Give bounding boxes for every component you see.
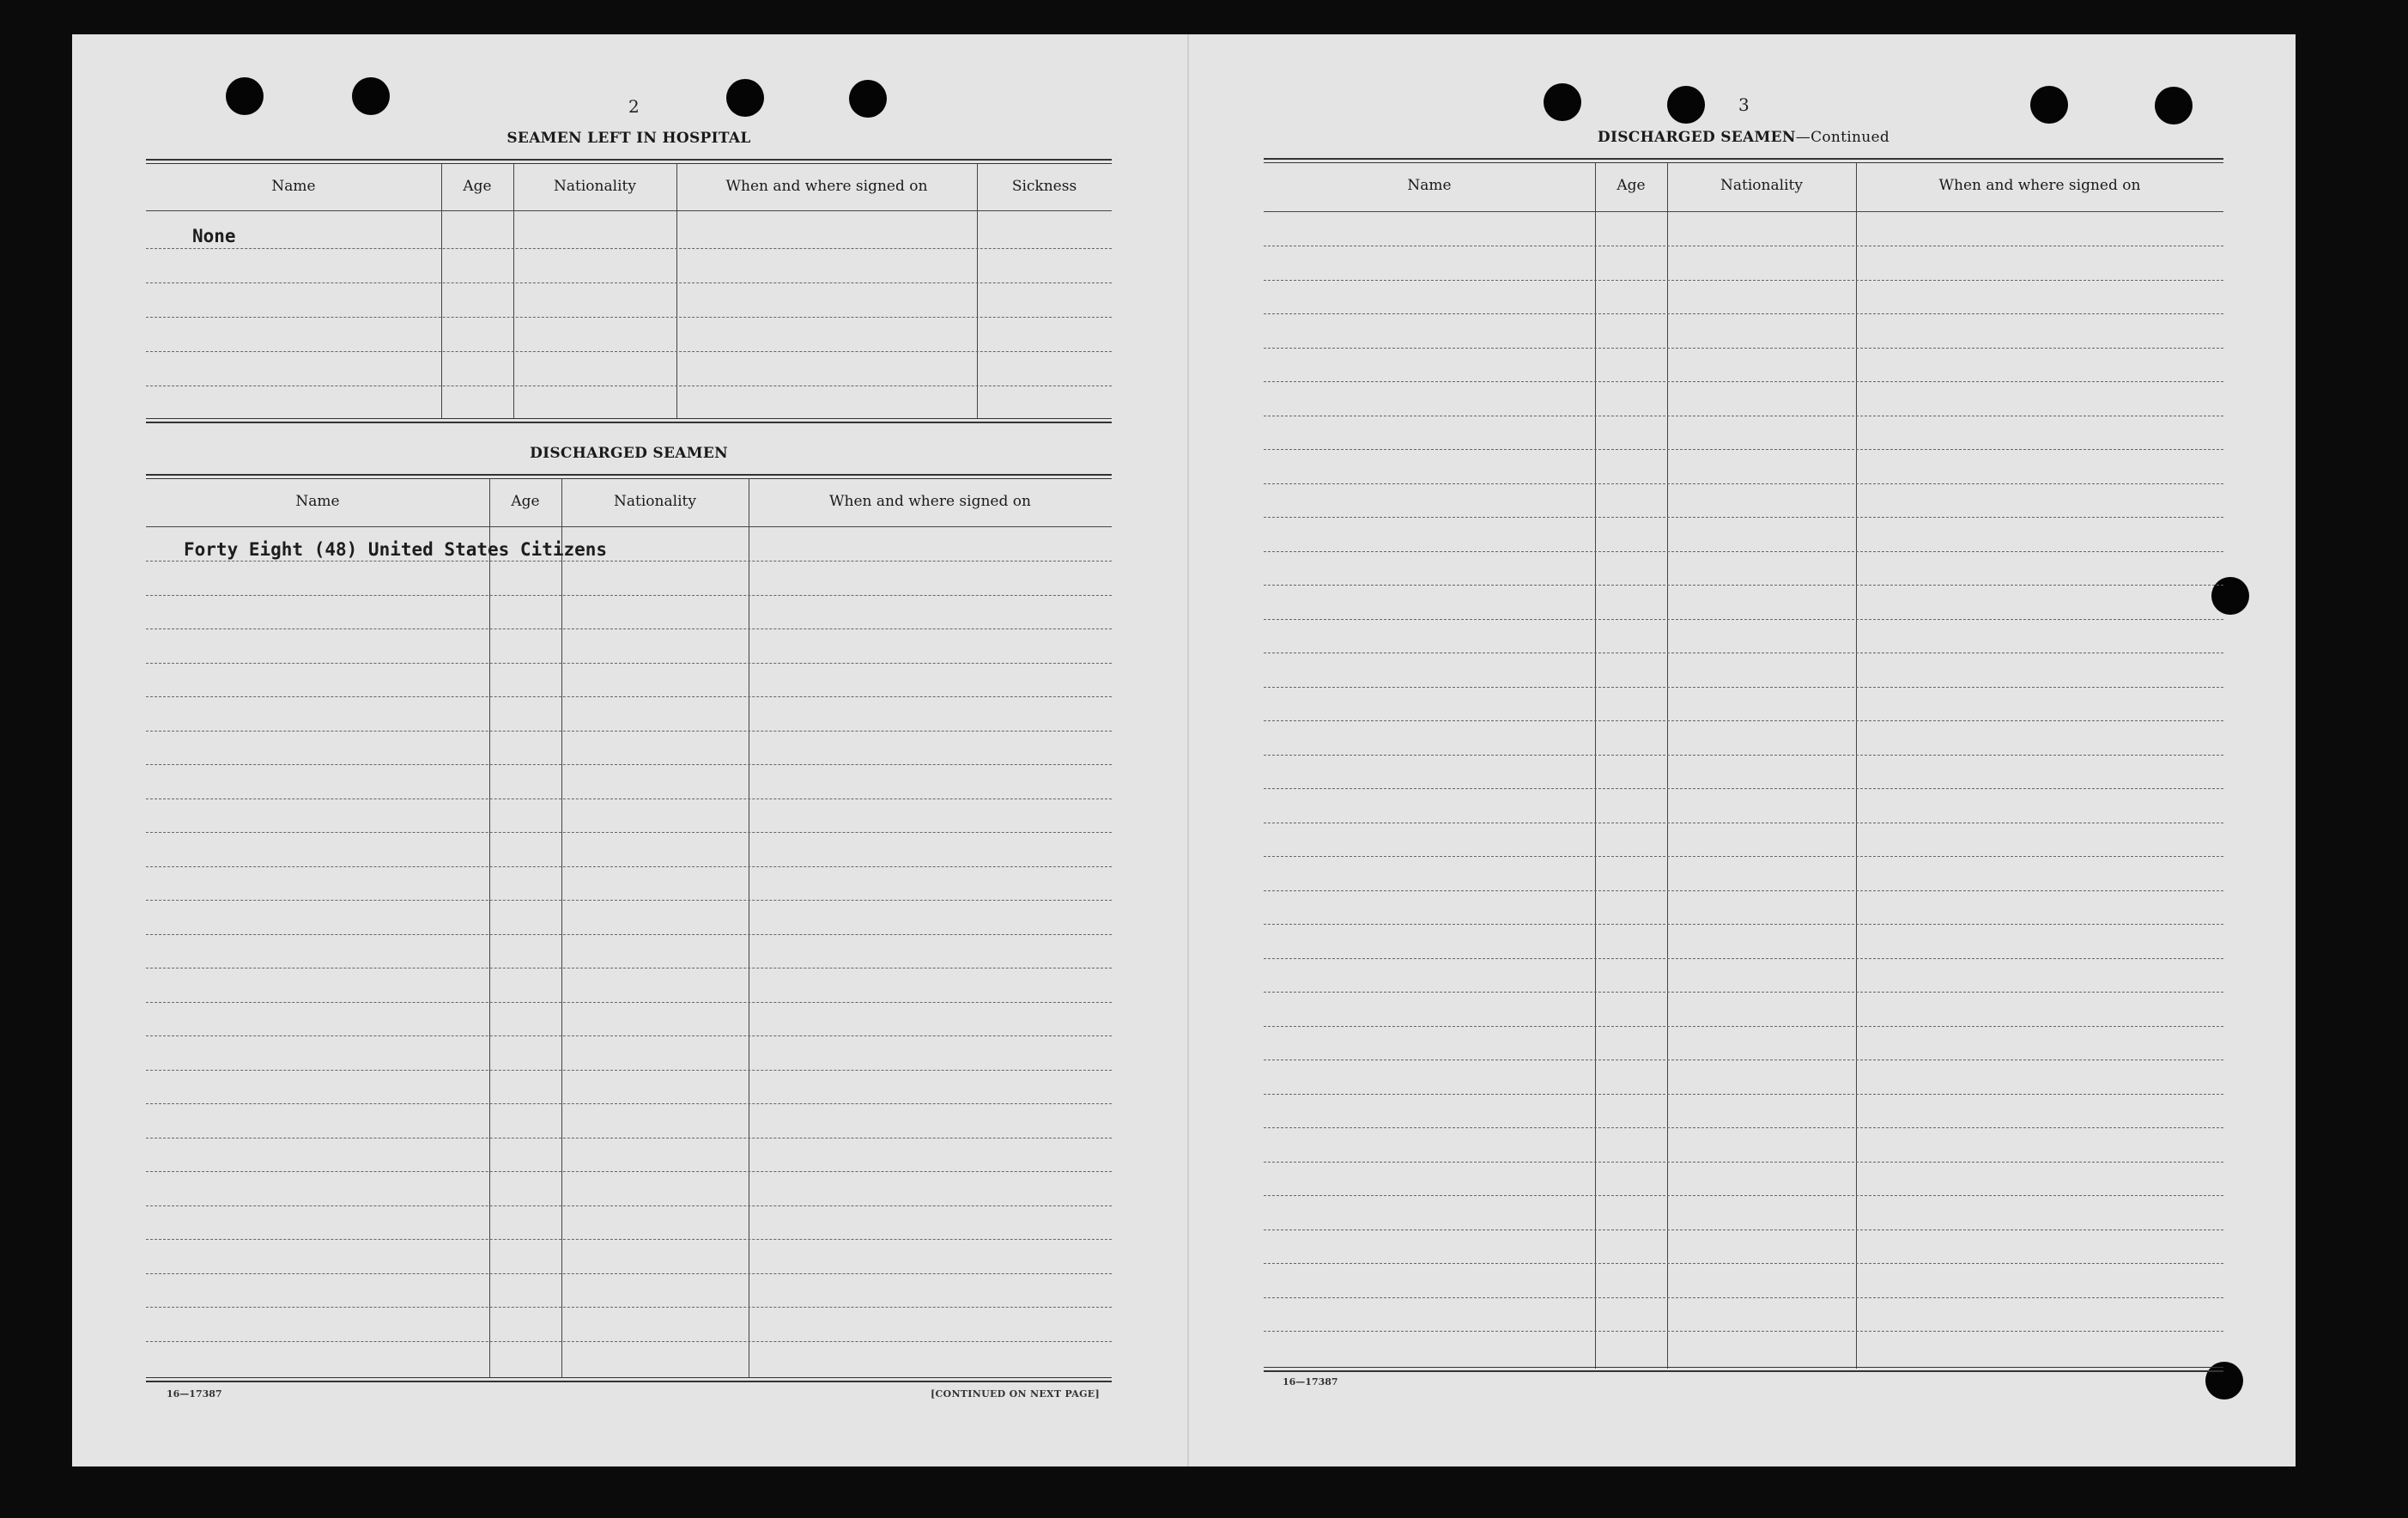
row-line [146,832,1112,833]
row-line [146,1307,1112,1308]
right-form-number: 16—17387 [1283,1376,1338,1387]
row-line [1264,313,2223,314]
table-bottom-rule [1264,1367,2223,1372]
row-line [1264,856,2223,857]
punch-hole [2155,87,2193,124]
col-header-nationality: Nationality [614,493,696,510]
row-line [146,1002,1112,1003]
col-header-name: Name [295,493,340,510]
punch-hole [352,77,390,115]
discharged-entry: Forty Eight (48) United States Citizens [184,539,608,560]
punch-hole [1667,86,1705,124]
row-line [146,696,1112,697]
col-header-signed-on: When and where signed on [1938,177,2141,194]
column-divider [561,479,562,1377]
row-line [146,595,1112,596]
table-bottom-rule [146,1377,1112,1382]
table-top-rule [146,159,1112,164]
row-line [146,731,1112,732]
row-line [1264,1026,2223,1027]
row-line [146,1341,1112,1342]
row-line [1264,1297,2223,1298]
column-divider [513,164,514,418]
column-divider [441,164,442,418]
row-line [146,866,1112,867]
row-line [1264,687,2223,688]
row-line [1264,483,2223,484]
column-divider [977,164,978,418]
row-line [1264,619,2223,620]
row-line [146,1035,1112,1036]
col-header-signed-on: When and where signed on [829,493,1031,510]
row-line [146,900,1112,901]
row-line [146,1205,1112,1206]
row-line [1264,1162,2223,1163]
hospital-section-title: SEAMEN LEFT IN HOSPITAL [506,130,751,147]
row-line [1264,1263,2223,1264]
row-line [1264,1331,2223,1332]
column-divider [676,164,677,418]
row-line [146,628,1112,629]
header-divider [146,526,1112,527]
col-header-name: Name [271,178,316,195]
row-line [1264,1094,2223,1095]
row-line [1264,449,2223,450]
column-divider [489,479,490,1377]
discharged-continued-table [1264,158,2223,1372]
row-line [1264,348,2223,349]
row-line [146,317,1112,318]
continued-note: [CONTINUED ON NEXT PAGE] [931,1388,1100,1400]
row-line [1264,1127,2223,1128]
col-header-age: Age [463,178,492,195]
right-title-continued: —Continued [1795,129,1890,146]
right-section-title [1264,129,2223,146]
left-page-number: 2 [628,96,640,117]
row-line [1264,381,2223,382]
row-line [1264,585,2223,586]
right-page-number: 3 [1738,94,1750,115]
column-divider [1667,163,1668,1369]
header-divider [1264,211,2223,212]
row-line [146,1171,1112,1172]
row-line [1264,280,2223,281]
page-fold [1187,34,1189,1466]
row-line [146,248,1112,249]
header-divider [146,210,1112,211]
row-line [1264,992,2223,993]
col-header-age: Age [1616,177,1646,194]
row-line [146,663,1112,664]
punch-hole [726,79,764,117]
row-line [146,1103,1112,1104]
row-line [1264,1195,2223,1196]
discharged-section-title: DISCHARGED SEAMEN [530,445,728,462]
row-line [1264,517,2223,518]
col-header-nationality: Nationality [1720,177,1803,194]
col-header-name: Name [1407,177,1452,194]
row-line [1264,755,2223,756]
discharged-table [146,474,1112,1382]
row-line [146,764,1112,765]
row-line [146,282,1112,283]
col-header-signed-on: When and where signed on [725,178,928,195]
table-bottom-rule [146,418,1112,423]
row-line [146,1070,1112,1071]
row-line [1264,958,2223,959]
left-form-number: 16—17387 [167,1388,222,1400]
row-line [1264,924,2223,925]
row-line [146,351,1112,352]
hospital-table [146,159,1112,423]
row-line [1264,720,2223,721]
row-line [146,1239,1112,1240]
punch-hole [1544,83,1581,121]
row-line [1264,890,2223,891]
row-line [1264,788,2223,789]
row-line [146,934,1112,935]
column-divider [1856,163,1857,1369]
hospital-entry: None [192,226,236,246]
col-header-age: Age [511,493,540,510]
punch-hole [226,77,264,115]
right-title-main: DISCHARGED SEAMEN [1597,129,1796,146]
punch-hole [2030,86,2068,124]
row-line [1264,551,2223,552]
col-header-sickness: Sickness [1011,178,1077,195]
col-header-nationality: Nationality [554,178,636,195]
row-line [146,1273,1112,1274]
row-line [146,561,1112,562]
punch-hole [849,80,887,118]
table-top-rule [146,474,1112,479]
column-divider [1595,163,1596,1369]
table-top-rule [1264,158,2223,163]
row-line [146,798,1112,799]
